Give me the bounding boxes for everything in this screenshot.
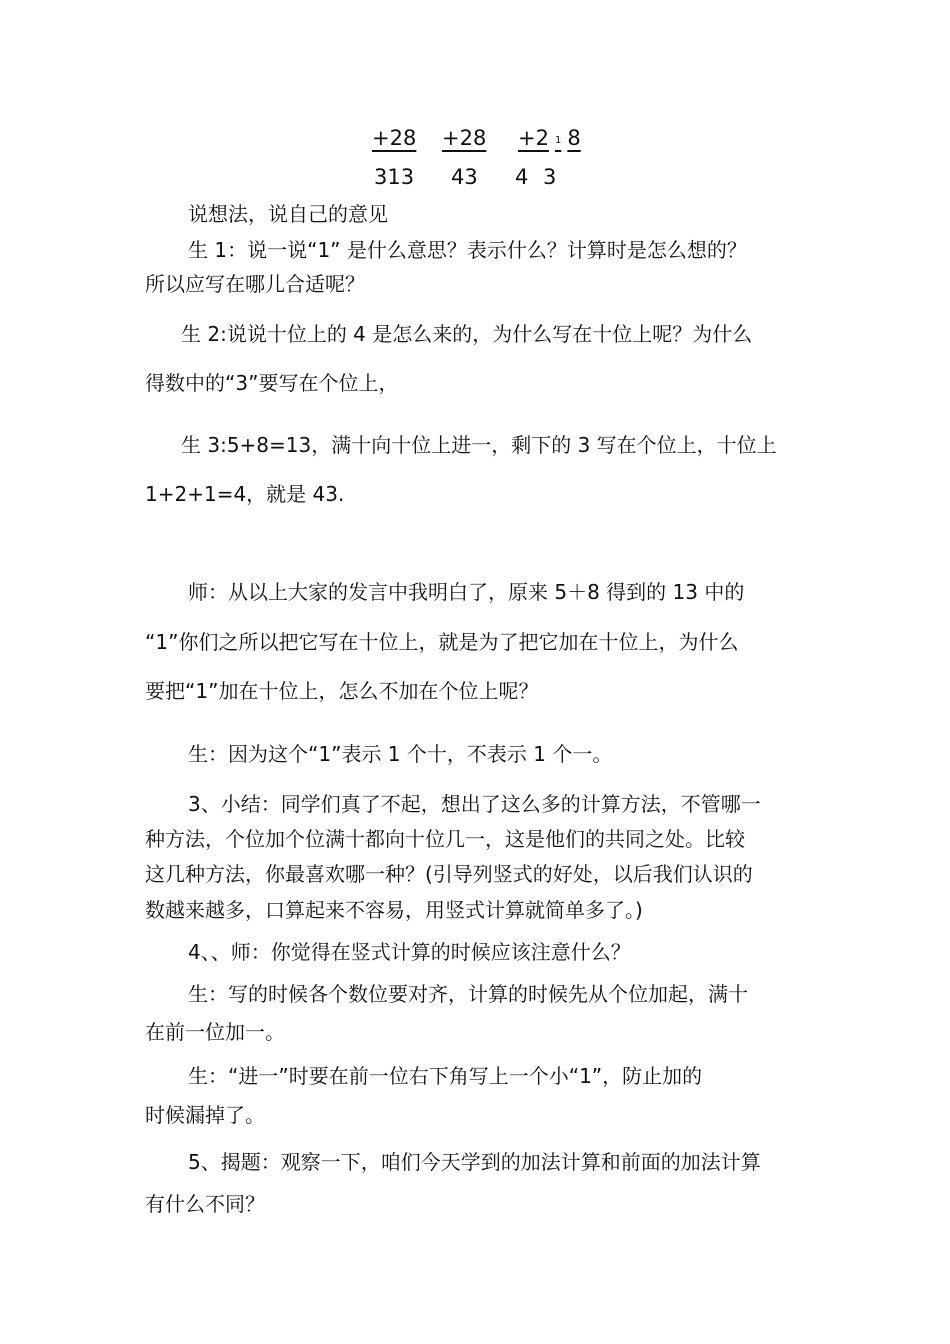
paragraph-student-tip2-line2: 时候漏掉了。 <box>145 1103 265 1127</box>
paragraph-student-tip1-line1: 生：写的时候各个数位要对齐，计算的时候先从个位加起，满十 <box>188 982 748 1006</box>
paragraph-student3-line1: 生 3:5+8=13，满十向十位上进一，剩下的 3 写在个位上，十位上 <box>181 433 777 457</box>
paragraph-student2-line2: 得数中的“3”要写在个位上， <box>145 371 399 395</box>
paragraph-summary-line3: 这几种方法，你最喜欢哪一种？(引导列竖式的好处，以后我们认识的 <box>145 862 753 886</box>
paragraph-summary-line4: 数越来越多，口算起来不容易，用竖式计算就简单多了。) <box>145 898 643 922</box>
paragraph-student1-line1: 生 1：说一说“1” 是什么意思？表示什么？计算时是怎么想的？ <box>188 238 747 262</box>
paragraph-teacher-line3: 要把“1”加在十位上，怎么不加在个位上呢？ <box>145 679 539 703</box>
addend-2: +28 <box>442 126 487 150</box>
paragraph-summary-line2: 种方法，个位加个位满十都向十位几一，这是他们的共同之处。比较 <box>145 827 745 851</box>
paragraph-teacher-line1: 师：从以上大家的发言中我明白了，原来 5＋8 得到的 13 中的 <box>188 580 745 604</box>
addend-3-tens: +2 <box>518 126 549 150</box>
paragraph-summary-line1: 3、小结：同学们真了不起，想出了这么多的计算方法，不管哪一 <box>188 792 761 816</box>
paragraph-student-tip2-line1: 生：“进一”时要在前一位右下角写上一个小“1”，防止加的 <box>188 1064 703 1088</box>
paragraph-topic-line2: 有什么不同？ <box>145 1192 265 1216</box>
result-3-tens: 4 <box>515 165 529 189</box>
addend-3 <box>518 125 581 154</box>
carry-mark: 1 <box>554 135 562 146</box>
paragraph-student3-line2: 1+2+1=4，就是 43. <box>145 482 345 506</box>
paragraph-student-tip1-line2: 在前一位加一。 <box>145 1020 285 1044</box>
paragraph-teacher-question: 4、、师：你觉得在竖式计算的时候应该注意什么？ <box>188 940 631 964</box>
result-3-ones: 3 <box>543 165 557 189</box>
paragraph-student2-line1: 生 2:说说十位上的 4 是怎么来的，为什么写在十位上呢？为什么 <box>181 322 753 346</box>
paragraph-student-answer: 生：因为这个“1”表示 1 个十，不表示 1 个一。 <box>188 742 613 766</box>
paragraph-topic-line1: 5、揭题：观察一下，咱们今天学到的加法计算和前面的加法计算 <box>188 1150 761 1174</box>
paragraph-intro: 说想法，说自己的意见 <box>188 202 388 226</box>
result-1: 313 <box>374 165 415 189</box>
paragraph-teacher-line2: “1”你们之所以把它写在十位上，就是为了把它加在十位上，为什么 <box>145 630 739 654</box>
paragraph-student1-line2: 所以应写在哪儿合适呢？ <box>145 272 365 296</box>
result-2: 43 <box>451 165 478 189</box>
addend-1: +28 <box>372 126 417 150</box>
addend-3-ones: 8 <box>567 126 581 150</box>
